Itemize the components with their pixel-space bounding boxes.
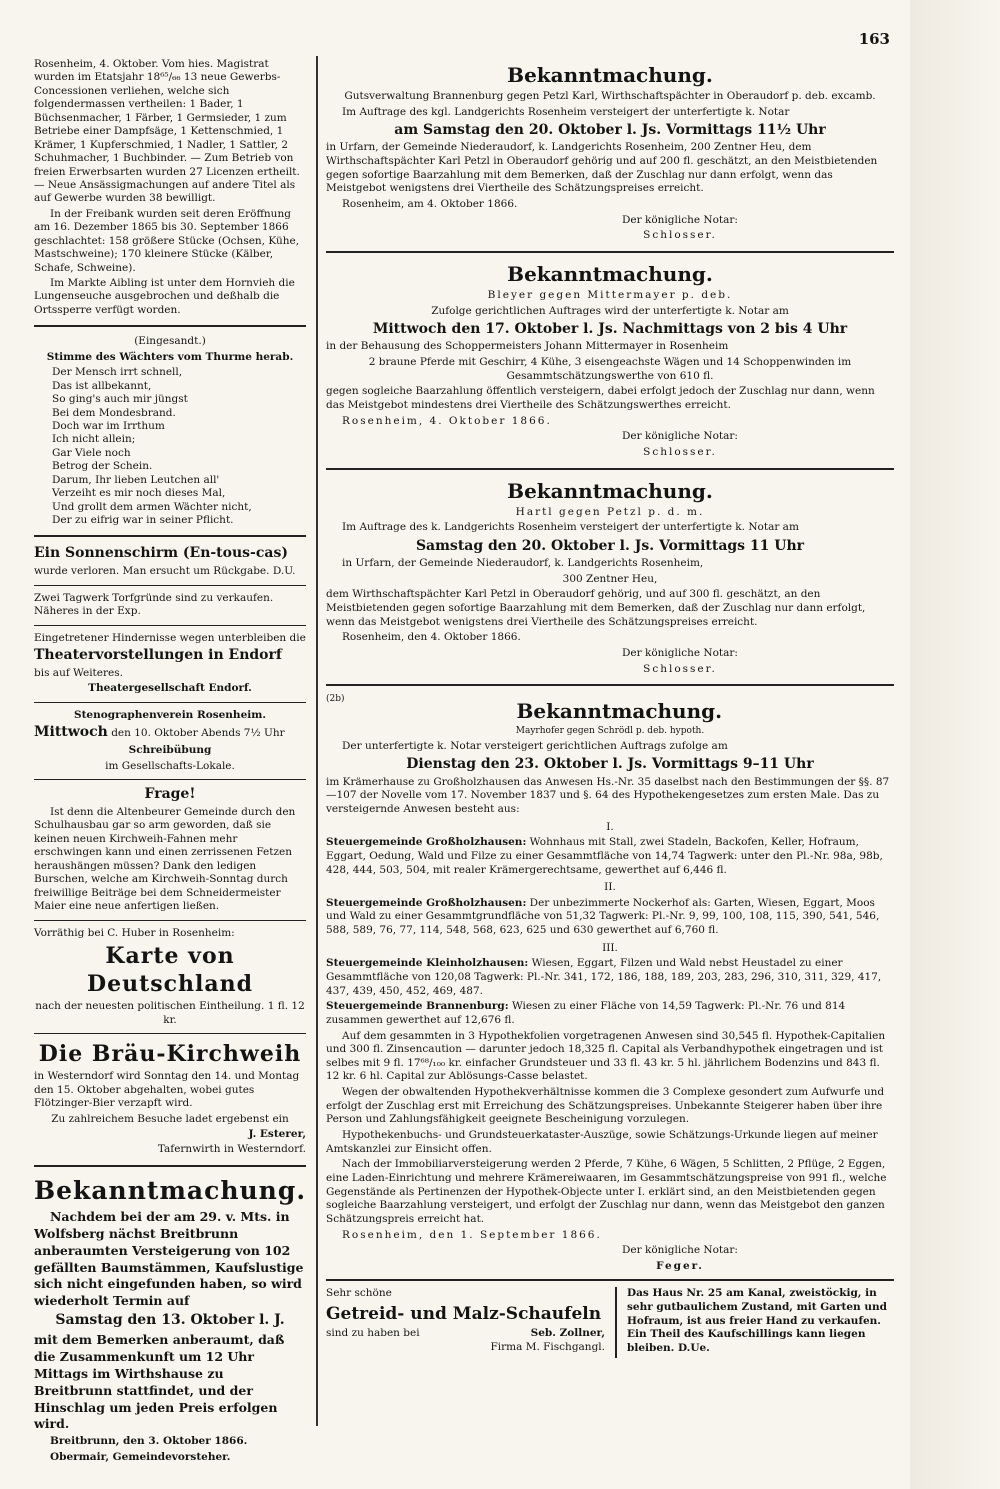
steno-when: den 10. Oktober Abends 7½ Uhr: [111, 727, 285, 740]
a2-intro: Zufolge gerichtlichen Auftrages wird der unterfertigte k. Notar am: [431, 304, 789, 317]
shovels-seller: Seb. Zollner,: [530, 1327, 605, 1340]
shovels-where: sind zu haben bei: [326, 1327, 420, 1340]
frage-text: Ist denn die Altenbeurer Gemeinde durch den Schulhausbau gar so arm geworden, daß sie keinen neuen Kirchweih-Fahnen mehr erschwingen kann und einen zerrissenen Fetzen heraushängen müssen? Dank den ledigen Burschen, welche am Kirchweih-Sonntag durch freiwillige Beiträge bei dem Schneidermeister Maier eine neue anfertigen ließen.: [34, 806, 296, 913]
a2-date: Mittwoch den 17. Oktober l. Js. Nachmittags von 2 bis 4 Uhr: [372, 321, 848, 338]
divider: [34, 1165, 306, 1167]
map-intro: Vorräthig bei C. Huber in Rosenheim:: [34, 926, 235, 939]
a1-place: Rosenheim, am 4. Oktober 1866.: [342, 198, 518, 211]
poem-line: Der Mensch irrt schnell,: [52, 366, 183, 379]
a3-text: dem Wirthschaftspächter Karl Petzl in Oberaudorf gehörig, und auf 300 fl. geschätzt, an den Meistbietenden gegen sofortige Baarzahlung mit dem Bemerken, daß der Zuschlag nur dann erfolgt, wenn das Meistgebot wenigstens drei Viertheile des Schätzungspreises erreicht.: [326, 588, 866, 628]
a1-title: Bekanntmachung.: [507, 63, 713, 87]
theatre-rest: bis auf Weiteres.: [34, 667, 123, 679]
a2-notar: Der königliche Notar:: [622, 430, 738, 443]
a4-date: Dienstag den 23. Oktober l. Js. Vormittags 9–11 Uhr: [406, 756, 814, 773]
page-number: 163: [858, 30, 890, 48]
parcel-section-1: [326, 821, 894, 878]
bottom-ads: [326, 1279, 894, 1357]
a4-sub: Mayrhofer gegen Schrödl p. deb. hypoth.: [515, 726, 705, 737]
poem: [34, 366, 306, 527]
a1-name: Schlosser.: [643, 229, 717, 242]
shovels-title: Getreid- und Malz-Schaufeln: [326, 1304, 602, 1325]
a3-location: in Urfarn, der Gemeinde Niederaudorf, k. Landgerichts Rosenheim,: [342, 557, 704, 570]
divider: [326, 684, 894, 686]
poem-line: Der zu eifrig war in seiner Pflicht.: [52, 514, 234, 526]
a4-name: Feger.: [656, 1259, 704, 1272]
bek-title: Bekanntmachung.: [34, 1175, 307, 1205]
poem-line: Darum, Ihr lieben Leutchen all': [52, 473, 220, 486]
kirchweih-text: in Westerndorf wird Sonntag den 14. und Montag den 15. Oktober abgehalten, wobei gutes Flötzinger-Bier verzapft wird.: [34, 1070, 300, 1110]
bek-signature: Obermair, Gemeindevorsteher.: [50, 1450, 231, 1463]
a3-place: Rosenheim, den 4. Oktober 1866.: [342, 631, 521, 644]
house-ad: [617, 1287, 894, 1357]
shovels-ad: [326, 1287, 617, 1357]
theatre-text: Eingetretener Hindernisse wegen unterbleiben die: [34, 631, 306, 644]
divider: [326, 468, 894, 470]
a3-sub: Hartl gegen Petzl p. d. m.: [515, 505, 705, 518]
kirchweih-signature: J. Esterer,: [248, 1128, 306, 1141]
divider: [34, 1033, 306, 1034]
a4-para-4: Nach der Immobiliarversteigerung werden 2 Pferde, 7 Kühe, 6 Wägen, 5 Schlitten, 2 Pflüge, 2 Eggen, eine Laden-Einrichtung und mehrere Krämereiwaaren, im Gesammtschätzungspreise von 991 fl., welche Gegenstände als Pertinenzen der Hypothek-Objecte unter I. erklärt sind, an den Meistbietenden gegen sogleiche Baarzahlung versteigert, und erfolgt der Zuschlag nur dann, wenn das Meistgebot den ganzen Schätzungspreis erreicht hat.: [326, 1158, 887, 1225]
news-freibank: In der Freibank wurden seit deren Eröffnung am 16. Dezember 1865 bis 30. September 1866 geschlachtet: 158 größere Stücke (Ochsen, Kühe, Mastschweine); 170 kleinere Stücke (Kälber, Schafe, Schweine).: [34, 207, 300, 274]
poem-line: So ging's auch mir jüngst: [52, 393, 188, 406]
news-aibling: Im Markte Aibling ist unter dem Hornvieh die Lungenseuche ausgebrochen und deßhalb die Ortssperre verfügt worden.: [34, 277, 295, 316]
divider: [34, 625, 306, 626]
a4-number: (2b): [326, 694, 345, 705]
kirchweih-signature-title: Tafernwirth in Westerndorf.: [157, 1143, 306, 1156]
a4-para-3: Hypothekenbuchs- und Grundsteuerkataster-Auszüge, sowie Schätzungs-Urkunde liegen auf meiner Amtskanzlei zur Einsicht offen.: [326, 1129, 878, 1155]
theatre-heading: Theatervorstellungen in Endorf: [34, 647, 282, 664]
poem-line: Verzeiht es mir noch dieses Mal,: [52, 487, 226, 500]
a1-sub: Gutsverwaltung Brannenburg gegen Petzl Karl, Wirthschaftspächter in Oberaudorf p. deb. excamb.: [344, 90, 876, 102]
a4-notar: Der königliche Notar:: [622, 1244, 738, 1257]
bek-text: Nachdem bei der am 29. v. Mts. in Wolfsberg nächst Breitbrunn anberaumten Versteigerung von 102 gefällten Baumstämmen, Kaufslustige sich nicht eingefunden haben, so wird wiederholt Termin auf: [34, 1208, 304, 1309]
section-text: Wiesen zu einer Fläche von 14,59 Tagwerk: Pl.-Nr. 76 und 814 zusammen gewerthet auf 12,676 fl.: [326, 1000, 846, 1026]
page-margin: [910, 0, 1000, 1489]
a2-items: 2 braune Pferde mit Geschirr, 4 Kühe, 3 eisengeachste Wägen und 14 Schoppenwinden im Gesammtschätzungswerthe von 610 fl.: [368, 356, 852, 382]
parcel-section-3: [326, 942, 894, 1028]
kirchweih-invite: Zu zahlreichem Besuche ladet ergebenst ein: [51, 1112, 289, 1125]
shovels-firm: Firma M. Fischgangl.: [490, 1340, 605, 1353]
a3-notar: Der königliche Notar:: [622, 646, 738, 659]
a2-sub: Bleyer gegen Mittermayer p. deb.: [487, 288, 733, 301]
section-heading: Steuergemeinde Großholzhausen:: [326, 896, 527, 909]
divider: [34, 585, 306, 586]
poem-line: Ich nicht allein;: [52, 433, 136, 446]
a4-para-2: Wegen der obwaltenden Hypothekverhältnisse kommen die 3 Complexe gesondert zum Aufwurfe und erfolgt der Zuschlag erst mit Erreichung des Schätzungspreises. Unbekannte Steigerer haben über ihre Person und Zahlungsfähigkeit geeignete Bescheinigung vorzulegen.: [326, 1086, 885, 1126]
bek-date: Samstag den 13. Oktober l. J.: [55, 1312, 285, 1329]
a2-name: Schlosser.: [643, 445, 717, 458]
poem-line: Und grollt dem armen Wächter nicht,: [52, 500, 252, 513]
section-heading: Steuergemeinde Kleinholzhausen:: [326, 957, 529, 970]
left-column: [34, 58, 306, 1466]
a1-text: in Urfarn, der Gemeinde Niederaudorf, k. Landgerichts Rosenheim, 200 Zentner Heu, dem Wirthschaftspächter Karl Petzl in Oberaudorf gehörig und auf 200 fl. geschätzt, an den Meistbietenden gegen sofortige Baarzahlung mit dem Bemerken, daß der Zuschlag nur dann erfolgt, wenn das Meistgebot wenigstens drei Viertheile des Schätzungspreises erreicht.: [326, 141, 878, 195]
a4-text: im Krämerhause zu Großholzhausen das Anwesen Hs.-Nr. 35 daselbst nach den Bestimmungen der §§. 87—107 der Novelle vom 17. November 1837 und §. 64 des Hypothekengesetzes zum ersten Male. Das zu versteigernde Anwesen besteht aus:: [326, 775, 890, 815]
a2-text: in der Behausung des Schoppermeisters Johann Mittermayer in Rosenheim: [326, 340, 729, 353]
a3-name: Schlosser.: [643, 662, 717, 675]
section-number: III.: [602, 941, 618, 954]
peat-ad: Zwei Tagwerk Torfgründe sind zu verkaufen. Näheres in der Exp.: [34, 591, 274, 618]
steno-title: Stenographenverein Rosenheim.: [73, 708, 266, 721]
section-number: I.: [606, 820, 614, 833]
a4-place: Rosenheim, den 1. September 1866.: [342, 1228, 602, 1241]
section-heading: Steuergemeinde Brannenburg:: [326, 1000, 509, 1013]
a4-header: [326, 694, 894, 726]
a2-title: Bekanntmachung.: [507, 261, 713, 286]
shovels-pre: Sehr schöne: [326, 1287, 392, 1300]
section-text: Wiesen, Eggart, Filzen und Wald nebst Heustadel zu einer Gesammtfläche von 120,08 Tagwerk: Pl.-Nr. 341, 172, 186, 188, 189, 203, 283, 296, 310, 311, 329, 417, 437, 439, 450, 452, 469, 487.: [326, 957, 882, 997]
bek-text2: mit dem Bemerken anberaumt, daß die Zusammenkunft um 12 Uhr Mittags im Wirthshause zu Breitbrunn stattfindet, und der Hinschlag um jeden Preis erfolgen wird.: [34, 1332, 285, 1432]
divider: [34, 920, 306, 921]
parcel-section-2: [326, 881, 894, 938]
a4-para-1: Auf dem gesammten in 3 Hypothekfolien vorgetragenen Anwesen sind 30,545 fl. Hypothek-Capitalien und 300 fl. Zinsencaution — darunter jedoch 18,325 fl. Capital als Verbandhypothek eingetragen und ist selbes mit 9 fl. 17⁶⁸/₁₀₀ kr. einfacher Grundsteuer und 33 fl. 43 kr. 5 hl. jährlichem Bodenzins und 843 fl. 12 kr. 6 hl. Capital zur Ablösungs-Casse belastet.: [326, 1029, 886, 1083]
column-separator: [316, 56, 318, 1426]
a4-intro: Der unterfertigte k. Notar versteigert gerichtlichen Auftrags zufolge am: [342, 739, 728, 752]
section-number: II.: [604, 881, 616, 894]
a3-intro: Im Auftrage des k. Landgerichts Rosenheim versteigert der unterfertigte k. Notar am: [342, 521, 799, 534]
a4-title: Bekanntmachung.: [516, 699, 723, 724]
poem-line: Das ist allbekannt,: [52, 379, 152, 392]
divider: [34, 779, 306, 780]
divider: [34, 325, 306, 327]
a1-intro: Im Auftrage des kgl. Landgerichts Rosenheim versteigert der unterfertigte k. Notar: [342, 105, 790, 118]
poem-title: Stimme des Wächters vom Thurme herab.: [46, 350, 294, 363]
lost-umbrella-heading: Ein Sonnenschirm (En-tous-cas): [34, 545, 288, 562]
poem-line: Gar Viele noch: [52, 446, 131, 459]
section-text: Der unbezimmerte Nockerhof als: Garten, Wiesen, Eggart, Moos und Wald zu einer Gesammtgrundfläche von 51,32 Tagwerk: Pl.-Nr. 9, 99, 100, 108, 115, 390, 541, 546, 588, 589, 76, 77, 114, 548, 568, 623, 625 und 630 gewerthet auf 6,760 fl.: [326, 896, 880, 937]
news-magistrat: Rosenheim, 4. Oktober. Vom hies. Magistrat wurden im Etatsjahr 18⁶⁵/₆₆ 13 neue Gewerbs-Concessionen verliehen, welche sich folgendermassen vertheilen: 1 Bader, 1 Büchsenmacher, 1 Färber, 1 Germsieder, 1 zum Betriebe einer Dampfsäge, 1 Kettenschmied, 1 Krämer, 1 Kupferschmied, 1 Nadler, 1 Sattler, 2 Schuhmacher, 1 Buchbinder. — Zum Betrieb von freien Erwerbsarten wurden 27 Licenzen ertheilt. — Neue Ansässigmachungen auf andere Titel als auf Gewerbe wurden 38 bewilligt.: [34, 58, 300, 205]
a3-title: Bekanntmachung.: [507, 478, 713, 503]
divider: [34, 535, 306, 537]
right-column: [326, 58, 894, 1358]
a2-text2: gegen sogleiche Baarzahlung öffentlich versteigern, dabei erfolgt jedoch der Zuschlag nur dann, wenn das Meistgebot mindestens drei Viertheile des Schätzungswerthes erreicht.: [326, 385, 875, 411]
poem-line: Betrog der Schein.: [52, 460, 153, 473]
lost-umbrella-text: wurde verloren. Man ersucht um Rückgabe. D.U.: [34, 565, 296, 578]
poem-tag: (Eingesandt.): [134, 335, 206, 348]
steno-day: Mittwoch: [34, 724, 108, 741]
divider: [326, 251, 894, 253]
divider: [34, 702, 306, 703]
bek-place: Breitbrunn, den 3. Oktober 1866.: [50, 1435, 248, 1448]
a3-date: Samstag den 20. Oktober l. Js. Vormittags 11 Uhr: [415, 537, 805, 554]
a1-date: am Samstag den 20. Oktober l. Js. Vormittags 11½ Uhr: [394, 122, 826, 139]
section-heading: Steuergemeinde Großholzhausen:: [326, 836, 527, 849]
frage-title: Frage!: [144, 786, 196, 803]
steno-event: Schreibübung: [128, 744, 212, 757]
map-sub: nach der neuesten politischen Eintheilung. 1 fl. 12 kr.: [35, 1000, 305, 1026]
theatre-signature: Theatergesellschaft Endorf.: [88, 682, 252, 695]
a1-notar: Der königliche Notar:: [622, 213, 738, 226]
a3-item: 300 Zentner Heu,: [562, 572, 658, 585]
section-text: Wohnhaus mit Stall, zwei Stadeln, Backofen, Keller, Hofraum, Eggart, Oedung, Wald und Filze zu einer Gesammtfläche von 14,74 Tagwerk: unter den Pl.-Nr. 98a, 98b, 428, 444, 503, 504, mit realer Krämergerechtsame, gewerthet auf 6,446 fl.: [326, 836, 883, 876]
kirchweih-title: Die Bräu-Kirchweih: [38, 1041, 302, 1068]
a2-place: Rosenheim, 4. Oktober 1866.: [342, 414, 552, 427]
poem-line: Doch war im Irrthum: [52, 419, 165, 432]
house-text: Das Haus Nr. 25 am Kanal, zweistöckig, in sehr gutbaulichem Zustand, mit Garten und Hofraum, ist aus freier Hand zu verkaufen. Ein Theil des Kaufschillings kann liegen bleiben. D.Ue.: [626, 1287, 887, 1354]
poem-line: Bei dem Mondesbrand.: [52, 406, 176, 419]
steno-place: im Gesellschafts-Lokale.: [105, 759, 235, 772]
map-title: Karte von Deutschland: [87, 942, 253, 998]
